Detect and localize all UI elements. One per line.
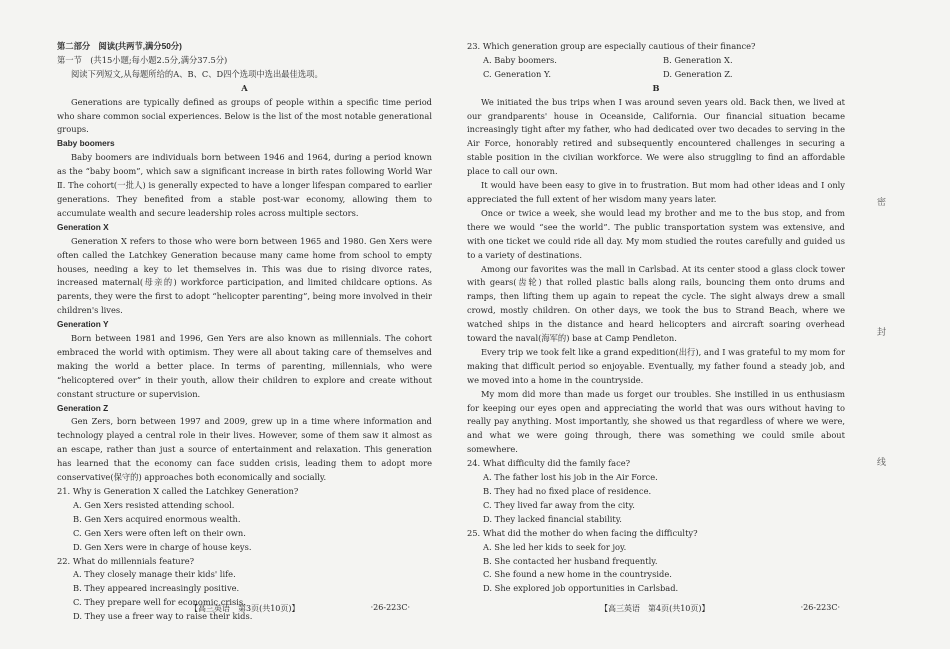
- passage-b-paragraph-6: My mom did more than made us forget our troubles. She instilled in us enthusiasm for keeping our eyes open and appreciating the world that was ours without having to really pay anything. Most importantly, she showed us that regardless of where we were, and what we were going through, there was something we could smile about somewhere.: [467, 388, 845, 455]
- right-footer-page: 【高三英语 第4页(共10页)】: [600, 604, 710, 613]
- q23-option-b: B. Generation X.: [663, 54, 733, 65]
- q25-option-a: A. She led her kids to seek for joy.: [483, 541, 627, 552]
- heading-generation-y: Generation Y: [57, 319, 109, 330]
- heading-baby-boomers: Baby boomers: [57, 138, 115, 149]
- passage-label-a: A: [241, 82, 248, 93]
- q24-option-d: D. They lacked financial stability.: [483, 513, 622, 524]
- passage-b-paragraph-3: Once or twice a week, she would lead my brother and me to the bus stop, and from there we would “see the world”. The public transportation system was extensive, and with one ticket we could ride all day. My mom studied the routes carefully and guided us to a variety of destinations.: [467, 207, 845, 260]
- right-footer-code: ·26-223C·: [800, 603, 840, 612]
- left-footer-code: ·26-223C·: [370, 603, 410, 612]
- question-23: 23. Which generation group are especially cautious of their finance?: [467, 41, 756, 51]
- q22-option-d: D. They use a freer way to raise their kids.: [73, 611, 253, 622]
- q23-option-a: A. Baby boomers.: [483, 54, 557, 65]
- paragraph-generation-z: Gen Zers, born between 1997 and 2009, grew up in a time where information and technology played a central role in their lives. However, some of them saw it almost as an escape, rather than just a source of entertainment and relaxation. This generation has learned that the economy can face sudden crisis, leading them to adopt more conservative(保守的) approaches both economically and socially.: [57, 416, 432, 483]
- instruction: 阅读下列短文,从每题所给的A、B、C、D四个选项中选出最佳选项。: [71, 68, 323, 79]
- right-footer: [600, 603, 840, 614]
- question-21: 21. Why is Generation X called the Latchkey Generation?: [57, 486, 299, 496]
- left-footer: [190, 603, 410, 614]
- q25-option-d: D. She explored job opportunities in Carlsbad.: [483, 583, 679, 594]
- q22-option-a: A. They closely manage their kids' life.: [73, 569, 236, 580]
- q23-option-d: D. Generation Z.: [663, 68, 733, 79]
- right-column: [467, 40, 845, 596]
- q22-option-c: C. They prepare well for economic crisis.: [73, 597, 246, 608]
- passage-b-paragraph-2: It would have been easy to give in to frustration. But mom had other ideas and I only appreciated the full extent of her wisdom many years later.: [467, 180, 845, 204]
- question-24: 24. What difficulty did the family face?: [467, 458, 631, 469]
- q23-option-c: C. Generation Y.: [483, 68, 552, 79]
- paragraph-baby-boomers: Baby boomers are individuals born between 1946 and 1964, during a period known as the “baby boom”, which saw a significant increase in birth rates following World War Ⅱ. The cohort(一批人) is generally expected to have a longer lifespan compared to earlier generations. They benefited from a stable post-war economy, allowing them to accumulate wealth and secure leadership roles across multiple sectors.: [57, 152, 432, 218]
- q23-options-row-2: [483, 68, 845, 82]
- heading-generation-x: Generation X: [57, 221, 109, 232]
- q21-option-d: D. Gen Xers were in charge of house keys.: [73, 541, 252, 552]
- left-footer-page: 【高三英语 第3页(共10页)】: [190, 604, 300, 613]
- q25-option-b: B. She contacted her husband frequently.: [483, 555, 658, 566]
- section-title: 第二部分 阅读(共两节,满分50分): [57, 41, 182, 51]
- q21-option-b: B. Gen Xers acquired enormous wealth.: [73, 513, 241, 524]
- passage-b-paragraph-1: We initiated the bus trips when I was around seven years old. Back then, we lived at our grandparents' house in Oceanside, California. Our financial situation became increasingly tight after my father, who had dedicated over two decades to serving in the Air Force, honorably retired and subsequently encountered challenges in securing a stable position in the civilian workforce. We were also struggling to find an affordable place to call our own.: [467, 96, 845, 177]
- q23-options-row-1: [483, 54, 845, 68]
- passage-b-paragraph-4: Among our favorites was the mall in Carlsbad. At its center stood a glass clock tower with gears(齿轮) that rolled plastic balls along rails, bouncing them onto drums and ramps, then lifting them up again to repeat the cycle. The sight always drew a small crowd, mostly children. On other days, we took the bus to Strand Beach, where we watched ships in the distance and heard helicopters and aircraft soaring overhead toward the naval(海军的) base at Camp Pendleton.: [467, 263, 845, 344]
- part-title: 第一节 (共15小题;每小题2.5分,满分37.5分): [57, 54, 228, 65]
- paragraph-generation-x: Generation X refers to those who were born between 1965 and 1980. Gen Xers were often called the Latchkey Generation because many came home from school to empty houses, needing a key to let themselves in. This was due to rising divorce rates, increased maternal(母亲的) workforce participation, and limited childcare options. As parents, they were the first to adopt “helicopter parenting”, being more involved in their children's lives.: [57, 235, 432, 316]
- question-25: 25. What did the mother do when facing the difficulty?: [467, 527, 698, 538]
- question-22: 22. What do millennials feature?: [57, 555, 195, 566]
- passage-b-paragraph-5: Every trip we took felt like a grand expedition(出行), and I was grateful to my mom for making that difficult period so enjoyable. Eventually, my father found a steady job, and we moved into a home in the countryside.: [467, 346, 845, 385]
- side-mark-feng: 封: [877, 328, 887, 338]
- q22-option-b: B. They appeared increasingly positive.: [73, 583, 240, 594]
- q24-option-c: C. They lived far away from the city.: [483, 499, 635, 510]
- q24-option-a: A. The father lost his job in the Air Force.: [483, 472, 658, 483]
- side-mark-xian: 线: [877, 458, 887, 468]
- passage-label-b: B: [652, 82, 660, 93]
- heading-generation-z: Generation Z: [57, 402, 109, 413]
- q21-option-c: C. Gen Xers were often left on their own.: [73, 527, 246, 538]
- q25-option-c: C. She found a new home in the countryside.: [483, 569, 672, 580]
- side-mark-mi: 密: [877, 198, 887, 208]
- q24-option-b: B. They had no fixed place of residence.: [483, 486, 652, 496]
- passage-intro: Generations are typically defined as groups of people within a specific time period who share common social experiences. Below is the list of the most notable generational groups.: [57, 96, 432, 135]
- paragraph-generation-y: Born between 1981 and 1996, Gen Yers are also known as millennials. The cohort embraced the world with optimism. They were all about taking care of themselves and making the world a better place. In terms of parenting, millennials, who were “helicoptered over” in their youth, allow their children to explore and create without constant structure or supervision.: [57, 333, 432, 399]
- q21-option-a: A. Gen Xers resisted attending school.: [73, 499, 235, 510]
- left-column: [57, 40, 432, 624]
